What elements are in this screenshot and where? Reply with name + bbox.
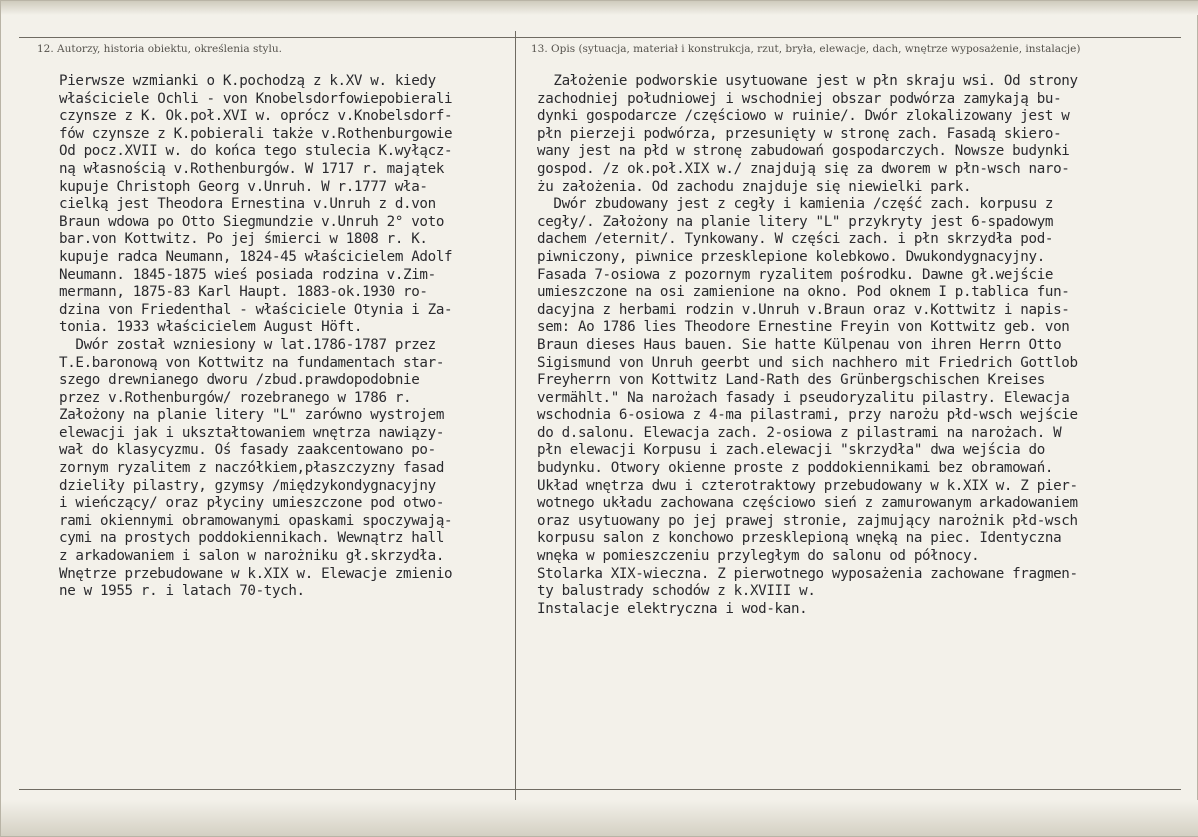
- text-line: korpusu salon z konchowo przesklepioną wnęką na piec. Identyczna: [537, 530, 1062, 547]
- text-line: wnęka w pomieszczeniu przyległym do salonu od północy.: [537, 548, 980, 565]
- text-line: żu założenia. Od zachodu znajduje się niewielki park.: [537, 178, 972, 195]
- text-line: Dwór zbudowany jest z cegły i kamienia /część zach. korpusu z: [537, 196, 1054, 213]
- text-line: budynku. Otwory okienne proste z poddokiennikami bez obramowań.: [537, 460, 1054, 477]
- text-line: sem: Ao 1786 lies Theodore Ernestine Freyin von Kottwitz geb. von: [537, 319, 1070, 336]
- text-line: Założony na planie litery "L" zarówno wystrojem: [59, 407, 445, 424]
- text-line: ne w 1955 r. i latach 70-tych.: [59, 583, 305, 600]
- text-line: wotnego układu zachowana częściowo sień z zamurowanym arkadowaniem: [537, 495, 1078, 512]
- text-line: ną własnością v.Rothenburgów. W 1717 r. majątek: [59, 160, 445, 177]
- text-line: z arkadowaniem i salon w narożniku gł.skrzydła.: [59, 548, 445, 565]
- section-13-heading: 13. Opis (sytuacja, materiał i konstrukcja, rzut, bryła, elewacje, dach, wnętrze wyposażenie, instalacje): [531, 43, 1081, 55]
- text-line: kupuje radca Neumann, 1824-45 właścicielem Adolf: [59, 248, 453, 265]
- text-line: mermann, 1875-83 Karl Haupt. 1883-ok.1930 ro-: [59, 284, 428, 301]
- text-line: przez v.Rothenburgów/ rozebranego w 1786 r.: [59, 389, 412, 406]
- text-line: piwniczony, piwnice przesklepione kolebkowo. Dwukondygnacyjny.: [537, 248, 1045, 265]
- text-line: oraz usytuowany po jej prawej stronie, zajmujący narożnik płd-wsch: [537, 512, 1078, 529]
- text-line: i wieńczący/ oraz płyciny umieszczone pod otwo-: [59, 495, 445, 512]
- text-line: szego drewnianego dworu /zbud.prawdopodobnie: [59, 372, 420, 389]
- text-line: fów czynsze z K.pobierali także v.Rothenburgowie: [59, 125, 453, 142]
- text-line: Freyherrn von Kottwitz Land-Rath des Grünbergschischen Kreises: [537, 372, 1045, 389]
- section-13-text: [537, 73, 1078, 618]
- section-12-heading: 12. Autorzy, historia obiektu, określenia stylu.: [37, 43, 282, 55]
- header-rule: [19, 37, 1181, 38]
- text-line: Fasada 7-osiowa z pozornym ryzalitem pośrodku. Dawne gł.wejście: [537, 266, 1054, 283]
- text-line: Sigismund von Unruh geerbt und sich nachhero mit Friedrich Gottlob: [537, 354, 1078, 371]
- text-line: kupuje Christoph Georg v.Unruh. W r.1777 wła-: [59, 178, 428, 195]
- text-line: płn elewacji Korpusu i zach.elewacji "skrzydła" dwa wejścia do: [537, 442, 1045, 459]
- text-line: Braun dieses Haus bauen. Sie hatte Külpenau von ihren Herrn Otto: [537, 336, 1062, 353]
- text-line: Od pocz.XVII w. do końca tego stulecia K.wyłącz-: [59, 143, 453, 160]
- text-line: płn pierzeji podwórza, przesunięty w stronę zach. Fasadą skiero-: [537, 125, 1062, 142]
- text-line: cymi na prostych poddokiennikach. Wewnątrz hall: [59, 530, 445, 547]
- text-line: umieszczone na osi zamienione na okno. Pod oknem I p.tablica fun-: [537, 284, 1070, 301]
- text-line: Braun wdowa po Otto Siegmundzie v.Unruh 2° voto: [59, 213, 445, 230]
- text-line: Instalacje elektryczna i wod-kan.: [537, 600, 808, 617]
- text-line: dacyjna z herbami rodzin v.Unruh v.Braun oraz v.Kottwitz i napis-: [537, 301, 1070, 318]
- text-line: wany jest na płd w stronę zabudowań gospodarczych. Nowsze budynki: [537, 143, 1070, 160]
- text-line: T.E.baronową von Kottwitz na fundamentach star-: [59, 354, 445, 371]
- text-line: dachem /eternit/. Tynkowany. W części zach. i płn skrzydła pod-: [537, 231, 1054, 248]
- text-line: ty balustrady schodów z k.XVIII w.: [537, 583, 816, 600]
- text-line: cielką jest Theodora Ernestina v.Unruh z d.von: [59, 196, 436, 213]
- text-line: Neumann. 1845-1875 wieś posiada rodzina v.Zim-: [59, 266, 436, 283]
- text-line: tonia. 1933 właścicielem August Höft.: [59, 319, 363, 336]
- text-line: Wnętrze przebudowane w k.XIX w. Elewacje zmienio: [59, 565, 453, 582]
- text-line: gospod. /z ok.poł.XIX w./ znajdują się za dworem w płn-wsch naro-: [537, 160, 1070, 177]
- section-12-text: [59, 73, 452, 601]
- text-line: do d.salonu. Elewacja zach. 2-osiowa z pilastrami na narożach. W: [537, 424, 1062, 441]
- text-line: Pierwsze wzmianki o K.pochodzą z k.XV w. kiedy: [59, 73, 436, 89]
- text-line: dzieliły pilastry, gzymsy /międzykondygnacyjny: [59, 477, 436, 494]
- text-line: elewacji jak i ukształtowaniem wnętrza nawiązy-: [59, 424, 445, 441]
- text-line: cegły/. Założony na planie litery "L" przykryty jest 6-spadowym: [537, 213, 1054, 230]
- text-line: rami okiennymi obramowanymi opaskami spoczywają-: [59, 512, 453, 529]
- text-line: bar.von Kottwitz. Po jej śmierci w 1808 r. K.: [59, 231, 428, 248]
- text-line: Założenie podworskie usytuowane jest w płn skraju wsi. Od strony: [537, 73, 1078, 89]
- card-top-edge: [1, 1, 1198, 15]
- column-divider: [515, 31, 516, 831]
- text-line: wał do klasycyzmu. Oś fasady zaakcentowano po-: [59, 442, 436, 459]
- text-line: dynki gospodarcze /częściowo w ruinie/. Dwór zlokalizowany jest w: [537, 108, 1070, 125]
- text-line: wschodnia 6-osiowa z 4-ma pilastrami, przy narożu płd-wsch wejście: [537, 407, 1078, 424]
- text-line: dzina von Friedenthal - właściciele Otynia i Za-: [59, 301, 453, 318]
- text-line: Stolarka XIX-wieczna. Z pierwotnego wyposażenia zachowane fragmen-: [537, 565, 1078, 582]
- text-line: właściciele Ochli - von Knobelsdorfowiepobierali: [59, 90, 453, 107]
- text-line: Układ wnętrza dwu i czterotraktowy przebudowany w k.XIX w. Z pier-: [537, 477, 1078, 494]
- text-line: Dwór został wzniesiony w lat.1786-1787 przez: [59, 336, 436, 353]
- footer-rule: [19, 789, 1181, 790]
- text-line: vermählt." Na narożach fasady i pseudoryzalitu pilastry. Elewacja: [537, 389, 1070, 406]
- text-line: zachodniej południowej i wschodniej obszar podwórza zamykają bu-: [537, 90, 1062, 107]
- text-line: czynsze z K. Ok.poł.XVI w. oprócz v.Knobelsdorf-: [59, 108, 453, 125]
- text-line: zornym ryzalitem z naczółkiem,płaszczyzny fasad: [59, 460, 445, 477]
- card-bottom-edge: [1, 800, 1198, 836]
